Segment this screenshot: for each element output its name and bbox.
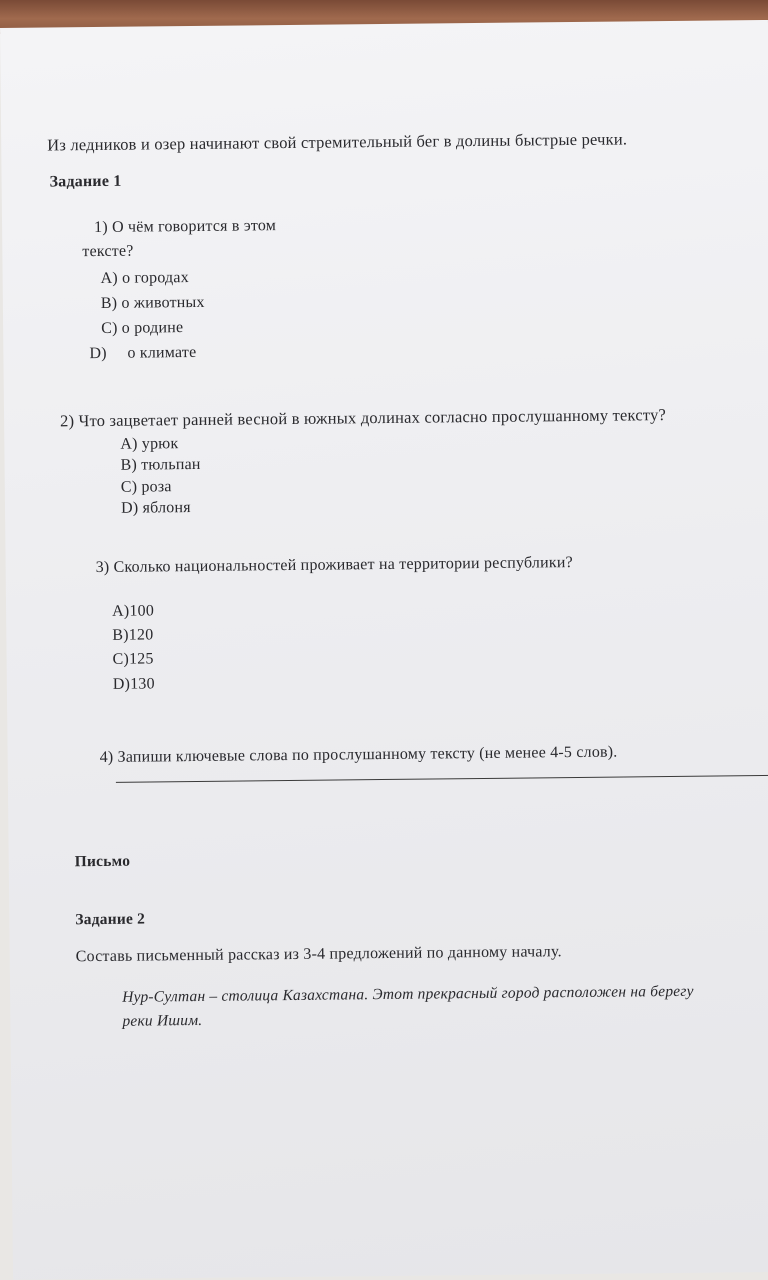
q2-option-d: D) яблоня <box>120 499 191 517</box>
q1-option-b: В) о животных <box>100 293 205 312</box>
task2-prompt-line2: реки Ишим. <box>122 1011 203 1030</box>
q2-text: 2) Что зацветает ранней весной в южных долинах согласно прослушанному тексту? <box>60 405 667 431</box>
worksheet-page <box>0 20 768 1280</box>
q1-option-d <box>89 344 196 363</box>
q1-text-line1: 1) О чём говорится в этом <box>94 217 277 237</box>
q4-text: 4) Запиши ключевые слова по прослушанному тексту (не менее 4-5 слов). <box>99 743 618 766</box>
q3-option-c: С)125 <box>112 650 154 668</box>
q1-option-d-letter: D) <box>89 344 107 363</box>
task2-instruction: Составь письменный рассказ из 3-4 предложений по данному началу. <box>75 943 562 966</box>
q3-text: 3) Сколько национальностей проживает на территории республики? <box>95 554 573 577</box>
intro-sentence: Из ледников и озер начинают свой стремительный бег в долины быстрые речки. <box>47 129 628 155</box>
q1-option-c: С) о родине <box>101 319 184 337</box>
task2-prompt-line1: Нур-Султан – столица Казахстана. Этот прекрасный город расположен на берегу <box>122 982 694 1006</box>
q2-option-c: С) роза <box>120 478 172 496</box>
q1-option-d-text: о климате <box>127 343 197 362</box>
answer-line <box>116 775 768 783</box>
task1-heading: Задание 1 <box>49 172 122 191</box>
q1-text-line2: тексте? <box>82 242 134 261</box>
q1-option-a: А) о городах <box>100 269 189 287</box>
q3-option-a: А)100 <box>112 602 155 620</box>
q2-option-a: А) урюк <box>120 435 179 453</box>
q2-option-b: В) тюльпан <box>120 455 201 474</box>
writing-heading: Письмо <box>74 852 131 871</box>
task2-heading: Задание 2 <box>75 910 146 929</box>
q3-option-b: В)120 <box>112 626 154 644</box>
q3-option-d: D)130 <box>112 675 155 693</box>
